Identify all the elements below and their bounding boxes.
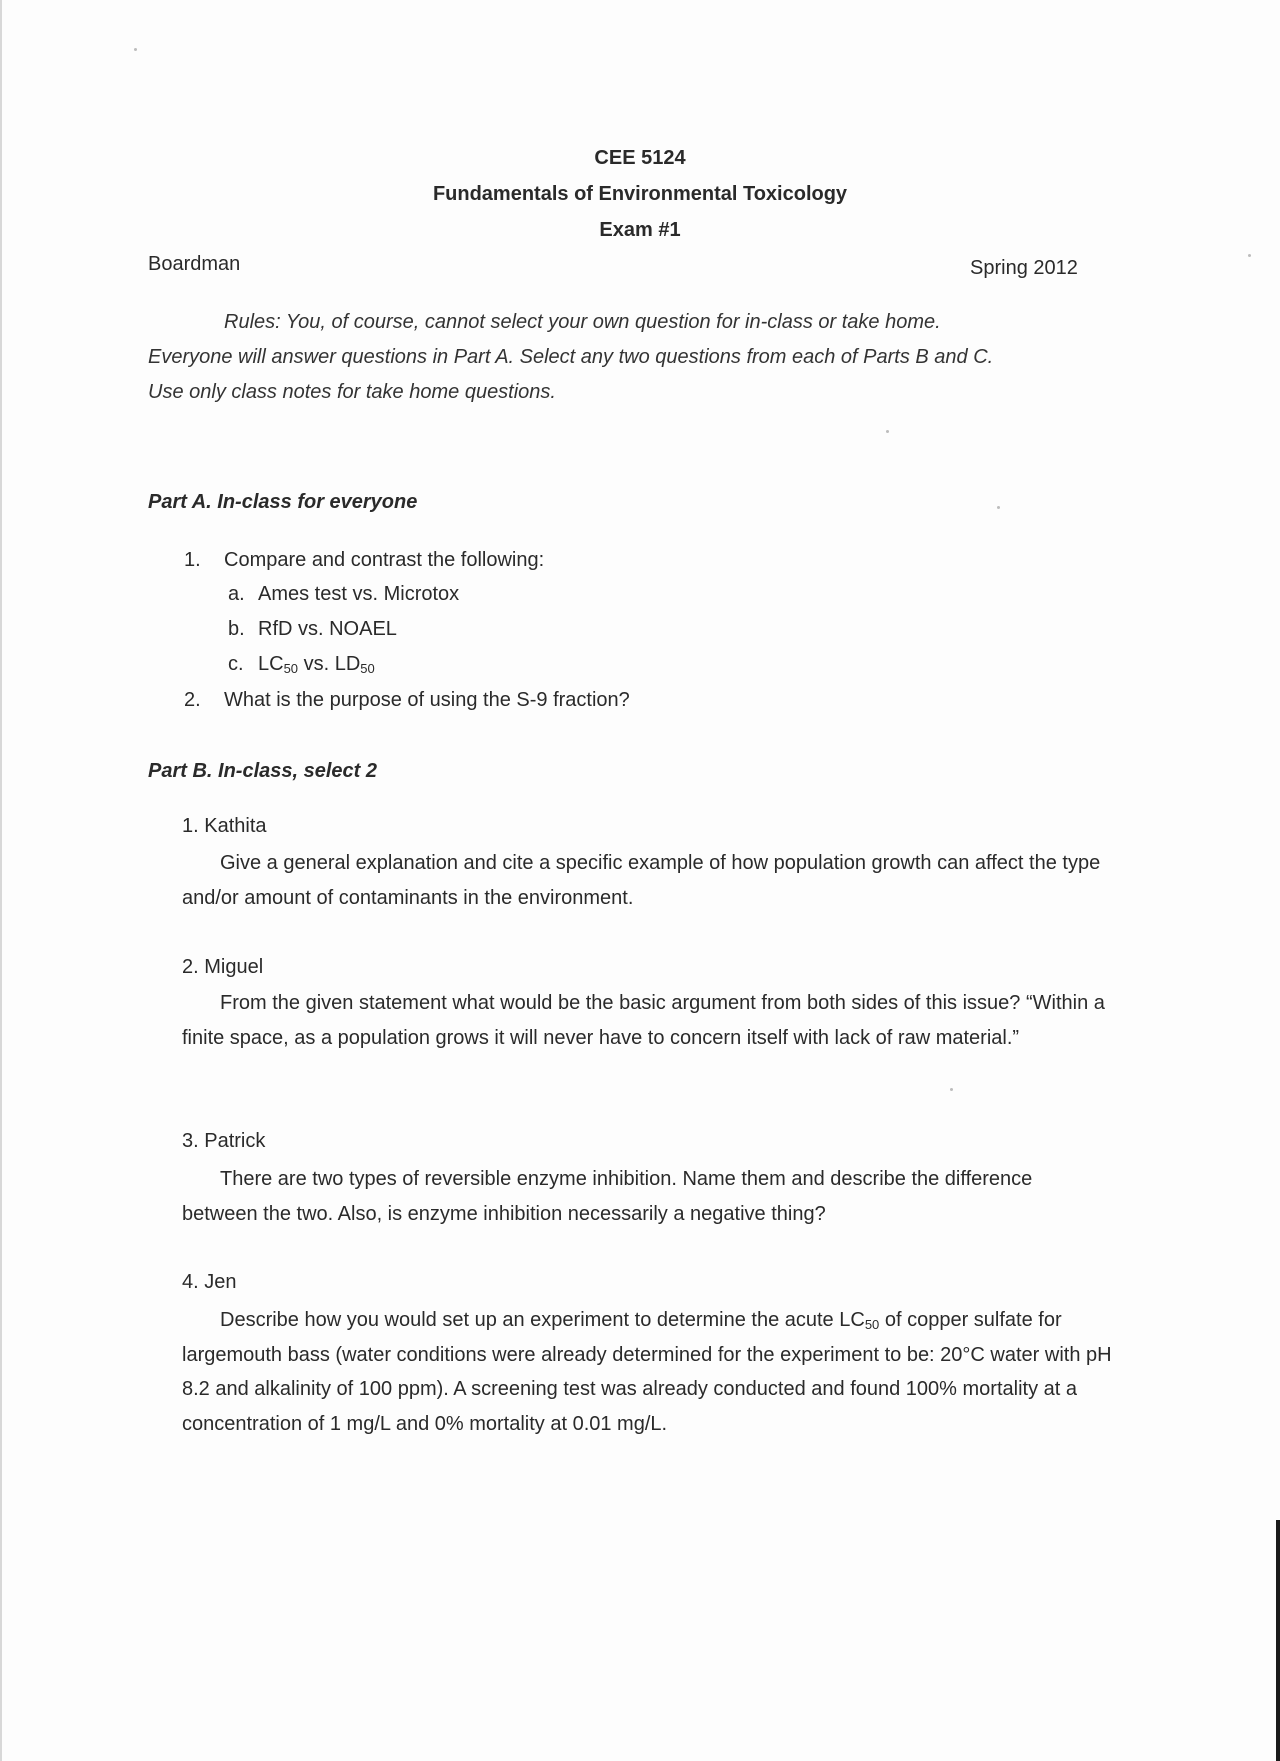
question-text: What is the purpose of using the S-9 fraction? — [224, 689, 630, 711]
question-text: Compare and contrast the following: — [224, 549, 545, 571]
item-ld-subscript: 50 — [360, 661, 375, 676]
part-b-question-3-text — [182, 1162, 1112, 1231]
course-title: Fundamentals of Environmental Toxicology — [432, 183, 848, 205]
question-body: From the given statement what would be the basic argument from both sides of this issue? “Within a finite space, as a population grows it will never have to concern itself with lack of raw material.” — [182, 992, 1105, 1049]
question-number: 2. — [184, 689, 201, 711]
exam-title: Exam #1 — [599, 219, 681, 241]
question-body: There are two types of reversible enzyme inhibition. Name them and describe the difference between the two. Also, is enzyme inhibition necessarily a negative thing? — [182, 1168, 1033, 1225]
part-a-item-c — [228, 647, 375, 681]
part-b-question-3-title: 3. Patrick — [182, 1130, 266, 1152]
scan-left-edge — [0, 0, 2, 1761]
scan-speck — [886, 430, 889, 433]
question-number: 1. — [184, 549, 201, 571]
rules-paragraph — [148, 305, 1128, 410]
part-a-item-a — [228, 577, 459, 611]
item-text: Ames test vs. Microtox — [258, 583, 460, 605]
part-a-question-2 — [184, 683, 630, 717]
part-a-question-1 — [184, 543, 544, 577]
part-b-question-2-title: 2. Miguel — [182, 956, 264, 978]
rules-line-1: Rules: You, of course, cannot select your own question for in-class or take home. — [224, 311, 941, 333]
item-vs: vs. — [298, 653, 335, 675]
question-body-end: of copper sulfate for largemouth bass (water conditions were already determined for the experiment to be: 20°C water with pH 8.2 and alkalinity of 100 ppm). A screening test was already conducted and found 100% mortality at a concentration of 1 mg/L and 0% mortality at 0.01 mg/L. — [182, 1309, 1112, 1435]
part-b-question-1-text — [182, 846, 1112, 915]
item-letter: b. — [228, 618, 245, 640]
question-body: Give a general explanation and cite a specific example of how population growth can affect the type and/or amount of contaminants in the environment. — [182, 852, 1101, 909]
question-body-start: Describe how you would set up an experiment to determine the acute LC — [220, 1309, 865, 1331]
scan-speck — [1248, 254, 1251, 257]
part-a-item-b — [228, 612, 397, 646]
part-b-question-4-text — [182, 1303, 1112, 1441]
rules-line-3: Use only class notes for take home questions. — [148, 381, 556, 403]
part-b-heading: Part B. In-class, select 2 — [148, 760, 378, 782]
rules-line-2: Everyone will answer questions in Part A. Select any two questions from each of Parts B and C. — [148, 346, 994, 368]
exam-term: Spring 2012 — [970, 257, 1078, 279]
instructor-name: Boardman — [148, 253, 241, 275]
item-lc: LC — [258, 653, 284, 675]
question-body — [182, 1303, 1112, 1441]
scan-speck — [997, 506, 1000, 509]
item-text: RfD vs. NOAEL — [258, 618, 397, 640]
item-letter: c. — [228, 653, 244, 675]
course-code: CEE 5124 — [594, 147, 686, 169]
scan-speck — [950, 1088, 953, 1091]
item-lc-subscript: 50 — [283, 661, 299, 676]
lc-subscript: 50 — [864, 1317, 880, 1332]
item-ld: LD — [334, 653, 361, 675]
part-a-heading: Part A. In-class for everyone — [148, 491, 418, 513]
scan-right-edge-bar — [1276, 1520, 1280, 1761]
part-b-question-1-title: 1. Kathita — [182, 815, 267, 837]
part-b-question-4-title: 4. Jen — [182, 1271, 237, 1293]
item-letter: a. — [228, 583, 245, 605]
scan-speck — [134, 48, 137, 51]
part-b-question-2-text — [182, 986, 1112, 1055]
